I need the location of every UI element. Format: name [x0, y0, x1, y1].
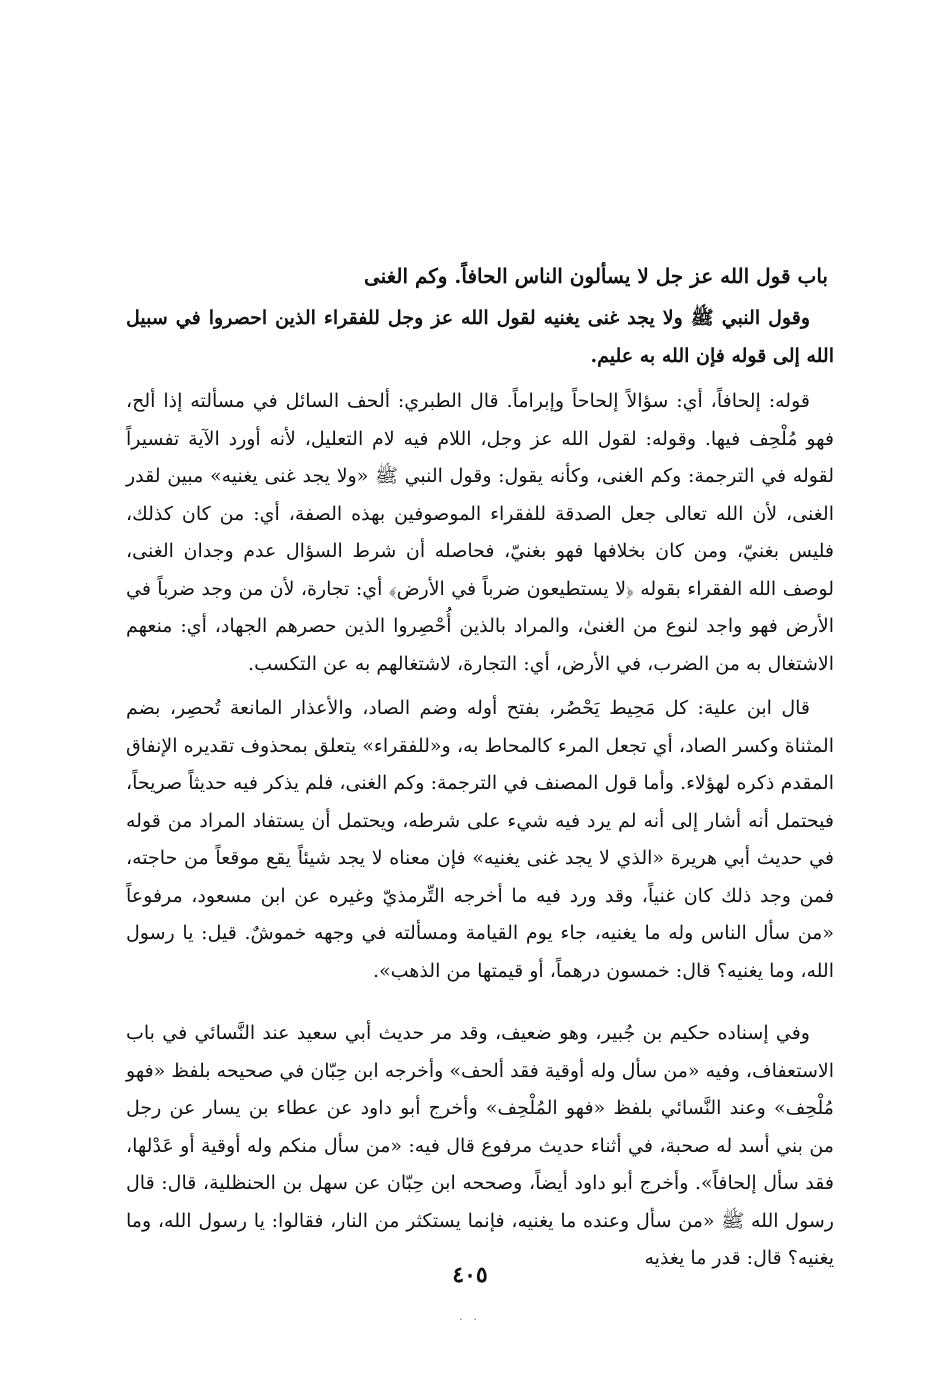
page-number: ٤٠٥	[452, 1262, 488, 1288]
body-paragraph-3: وفي إسناده حكيم بن جُبير، وهو ضعيف، وقد مر حديث أبي سعيد عند النَّسائي في باب الاستعفاف، وفيه «من سأل وله أوقية فقد ألحف» وأخرجه ابن حِبّان في صحيحه بلفظ «فهو مُلْحِف» وعند النَّسائي بلفظ «فهو المُلْحِف» وأخرج أبو داود عن عطاء بن يسار عن رجل من بني أسد له صحبة، في أثناء حديث مرفوع قال فيه: «من سأل منكم وله أوقية أو عَدْلها، فقد سأل إلحافاً». وأخرج أبو داود أيضاً، وصححه ابن حِبّان عن سهل بن الحنظلية، قال: قال رسول الله ﷺ «من سأل وعنده ما يغنيه، فإنما يستكثر من النار، فقالوا: يا رسول الله، وما يغنيه؟ قال: قدر ما يغذيه	[126, 1022, 834, 1269]
footer-mark: . .	[459, 1312, 481, 1323]
body-paragraph-2: قال ابن علية: كل مَحِيط يَحْصُر، بفتح أوله وضم الصاد، والأعذار المانعة تُحصِر، بضم المثناة وكسر الصاد، أي تجعل المرء كالمحاط به، و«للفقراء» يتعلق بمحذوف تقديره الإنفاق المقدم ذكره لهؤلاء. وأما قول المصنف في الترجمة: وكم الغنى، فلم يذكر فيه حديثاً صريحاً، فيحتمل أنه أشار إلى أنه لم يرد فيه شيء على شرطه، ويحتمل أن يستفاد المراد من قوله في حديث أبي هريرة «الذي لا يجد غنى يغنيه» فإن معناه لا يجد شيئاً يقع موقعاً من حاجته، فمن وجد ذلك كان غنياً، وقد ورد فيه ما أخرجه التِّرمذيّ وغيره عن ابن مسعود، مرفوعاً «من سأل الناس وله ما يغنيه، جاء يوم القيامة ومسألته في وجهه خموشٌ. قيل: يا رسول الله، وما يغنيه؟ قال: خمسون درهماً، أو قيمتها من الذهب».	[126, 697, 834, 982]
intro-paragraph: وقول النبي ﷺ ولا يجد غنى يغنيه لقول الله عز وجل للفقراء الذين احصروا في سبيل الله إلى قوله فإن الله به عليم.	[126, 307, 834, 367]
body-paragraph-1: قوله: إلحافاً، أي: سؤالاً إلحاحاً وإبراماً. قال الطبري: ألحف السائل في مسألته إذا ألح، فهو مُلْحِف فيها. وقوله: لقول الله عز وجل، اللام فيه لام التعليل، لأنه أورد الآية تفسيراً لقوله في الترجمة: وكم الغنى، وكأنه يقول: وقول النبي ﷺ «ولا يجد غنى يغنيه» مبين لقدر الغنى، لأن الله تعالى جعل الصدقة للفقراء الموصوفين بهذه الصفة، أي: من كان كذلك، فليس بغنيّ، ومن كان بخلافها فهو بغنيّ، فحاصله أن شرط السؤال عدم وجدان الغنى، لوصف الله الفقراء بقوله ﴿لا يستطيعون ضرباً في الأرض﴾ أي: تجارة، لأن من وجد ضرباً في الأرض فهو واجد لنوع من الغنىٰ، والمراد بالذين أُحْصِروا الذين حصرهم الجهاد، أي: منعهم الاشتغال به من الضرب، في الأرض، أي: التجارة، لاشتغالهم به عن التكسب.	[126, 390, 834, 675]
chapter-heading: باب قول الله عز جل لا يسألون الناس الحافاً. وكم الغنى	[364, 264, 828, 288]
